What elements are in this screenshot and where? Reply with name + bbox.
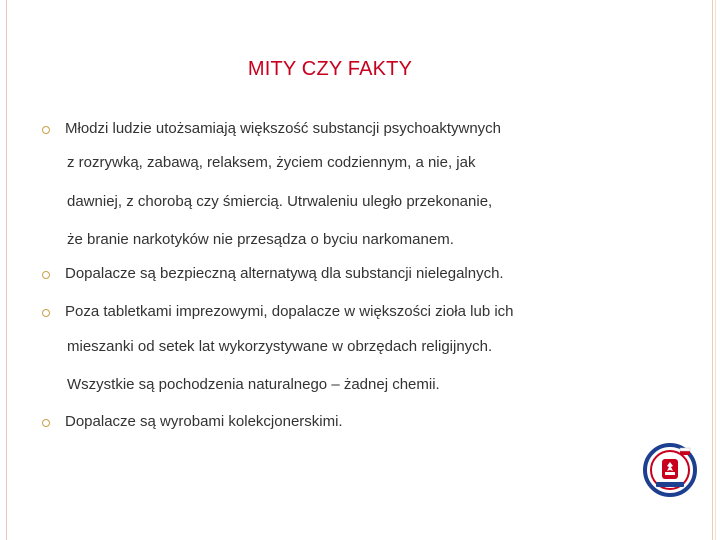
bullet-marker [42, 419, 50, 427]
bullet-line: dawniej, z chorobą czy śmiercią. Utrwaleniu uległo przekonanie, [67, 193, 493, 210]
bullet-marker [42, 126, 50, 134]
bullet-line: Poza tabletkami imprezowymi, dopalacze w większości zioła lub ich [65, 303, 514, 320]
bullet-line: Dopalacze są wyrobami kolekcjonerskimi. [65, 413, 343, 430]
bullet-line: z rozrywką, zabawą, relaksem, życiem codziennym, a nie, jak [67, 154, 476, 171]
bullet-marker [42, 309, 50, 317]
bullet-line: Młodzi ludzie utożsamiają większość substancji psychoaktywnych [65, 120, 502, 137]
bullet-line: że branie narkotyków nie przesądza o byciu narkomanem. [67, 231, 454, 248]
bullet-line: mieszanki od setek lat wykorzystywane w obrzędach religijnych. [67, 338, 493, 355]
police-emblem-icon [642, 442, 698, 498]
bullet-line: Dopalacze są bezpieczną alternatywą dla substancji nielegalnych. [65, 265, 504, 282]
bullet-marker [42, 271, 50, 279]
slide-title: MITY CZY FAKTY [247, 58, 413, 80]
bullet-line: Wszystkie są pochodzenia naturalnego – żadnej chemii. [67, 376, 440, 393]
